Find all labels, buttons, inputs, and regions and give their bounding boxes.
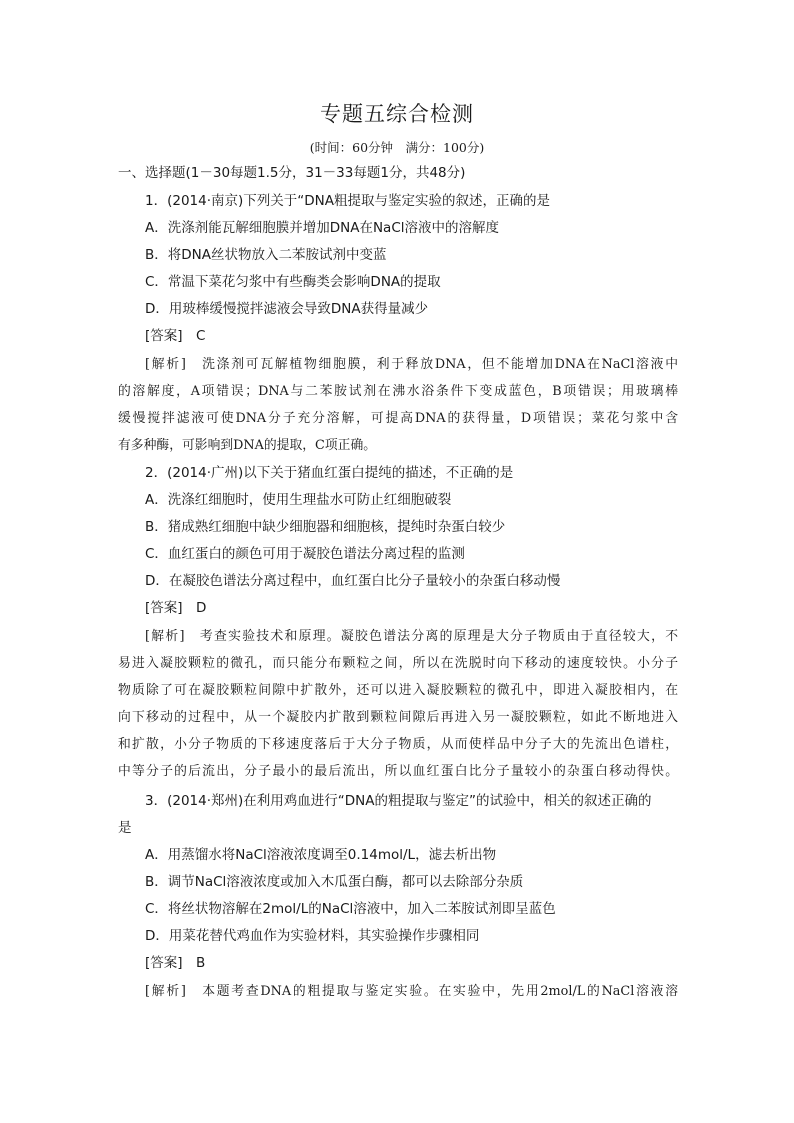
exam-time-score: (时间：60分钟 满分：100分) — [309, 140, 485, 155]
question-2-stem: 2．(2014·广州)以下关于猪血红蛋白提纯的描述，不正确的是 — [145, 465, 514, 481]
question-3-stem-continued: 是 — [118, 820, 132, 836]
question-3-answer: [答案] B — [145, 955, 206, 971]
question-2-explanation-line: [解析] 考查实验技术和原理。凝胶色谱法分离的原理是大分子物质由于直径较大，不 — [145, 629, 678, 644]
question-1-option-a: A．洗涤剂能瓦解细胞膜并增加DNA在NaCl溶液中的溶解度 — [145, 220, 500, 236]
question-3-option-c: C．将丝状物溶解在2mol/L的NaCl溶液中，加入二苯胺试剂即呈蓝色 — [145, 901, 556, 917]
page-title: 专题五综合检测 — [320, 102, 474, 126]
question-3-option-d: D．用菜花替代鸡血作为实验材料，其实验操作步骤相同 — [145, 928, 480, 944]
question-2-explanation-line: 物质除了可在凝胶颗粒间隙中扩散外，还可以进入凝胶颗粒的微孔中，即进入凝胶相内，在 — [118, 683, 678, 698]
section-heading: 一、选择题(1－30每题1.5分，31－33每题1分，共48分) — [118, 165, 466, 181]
question-2-explanation-line: 和扩散，小分子物质的下移速度落后于大分子物质，从而使样品中分子大的先流出色谱柱， — [118, 737, 678, 752]
question-3-explanation-line: [解析] 本题考查DNA的粗提取与鉴定实验。在实验中，先用2mol/L的NaCl溶液溶 — [145, 984, 678, 999]
question-2-answer: [答案] D — [145, 600, 207, 616]
question-3-option-b: B．调节NaCl溶液浓度或加入木瓜蛋白酶，都可以去除部分杂质 — [145, 874, 524, 890]
question-2-explanation-line: 向下移动的过程中，从一个凝胶内扩散到颗粒间隙后再进入另一凝胶颗粒，如此不断地进入 — [118, 710, 678, 725]
question-1-explanation-line: 缓慢搅拌滤液可使DNA分子充分溶解，可提高DNA的获得量，D项错误；菜花匀浆中含 — [118, 411, 678, 426]
question-2-option-b: B．猪成熟红细胞中缺少细胞器和细胞核，提纯时杂蛋白较少 — [145, 519, 506, 535]
question-2-explanation-line: 中等分子的后流出，分子最小的最后流出，所以血红蛋白比分子量较小的杂蛋白移动得快。 — [118, 764, 678, 779]
question-1-explanation-line: 的溶解度，A项错误；DNA与二苯胺试剂在沸水浴条件下变成蓝色，B项错误；用玻璃棒 — [118, 384, 678, 399]
question-1-stem: 1．(2014·南京)下列关于“DNA粗提取与鉴定实验的叙述，正确的是 — [145, 193, 550, 209]
question-2-explanation-line: 易进入凝胶颗粒的微孔，而只能分布颗粒之间，所以在洗脱时向下移动的速度较快。小分子 — [118, 656, 678, 671]
question-2-option-d: D．在凝胶色谱法分离过程中，血红蛋白比分子量较小的杂蛋白移动慢 — [145, 573, 561, 589]
question-2-option-a: A．洗涤红细胞时，使用生理盐水可防止红细胞破裂 — [145, 492, 452, 508]
question-1-answer: [答案] C — [145, 328, 206, 344]
question-1-explanation-line: 有多种酶，可影响到DNA的提取，C项正确。 — [118, 438, 377, 453]
question-1-option-d: D．用玻棒缓慢搅拌滤液会导致DNA获得量减少 — [145, 301, 429, 317]
question-1-option-b: B．将DNA丝状物放入二苯胺试剂中变蓝 — [145, 247, 387, 263]
question-3-stem: 3．(2014·郑州)在利用鸡血进行“DNA的粗提取与鉴定”的试验中，相关的叙述正确的 — [145, 793, 652, 809]
question-1-option-c: C．常温下菜花匀浆中有些酶类会影响DNA的提取 — [145, 274, 441, 290]
question-1-explanation-line: [解析] 洗涤剂可瓦解植物细胞膜，利于释放DNA，但不能增加DNA在NaCl溶液中 — [145, 357, 678, 372]
question-2-option-c: C．血红蛋白的颜色可用于凝胶色谱法分离过程的监测 — [145, 546, 465, 562]
question-3-option-a: A．用蒸馏水将NaCl溶液浓度调至0.14mol/L，滤去析出物 — [145, 847, 497, 863]
